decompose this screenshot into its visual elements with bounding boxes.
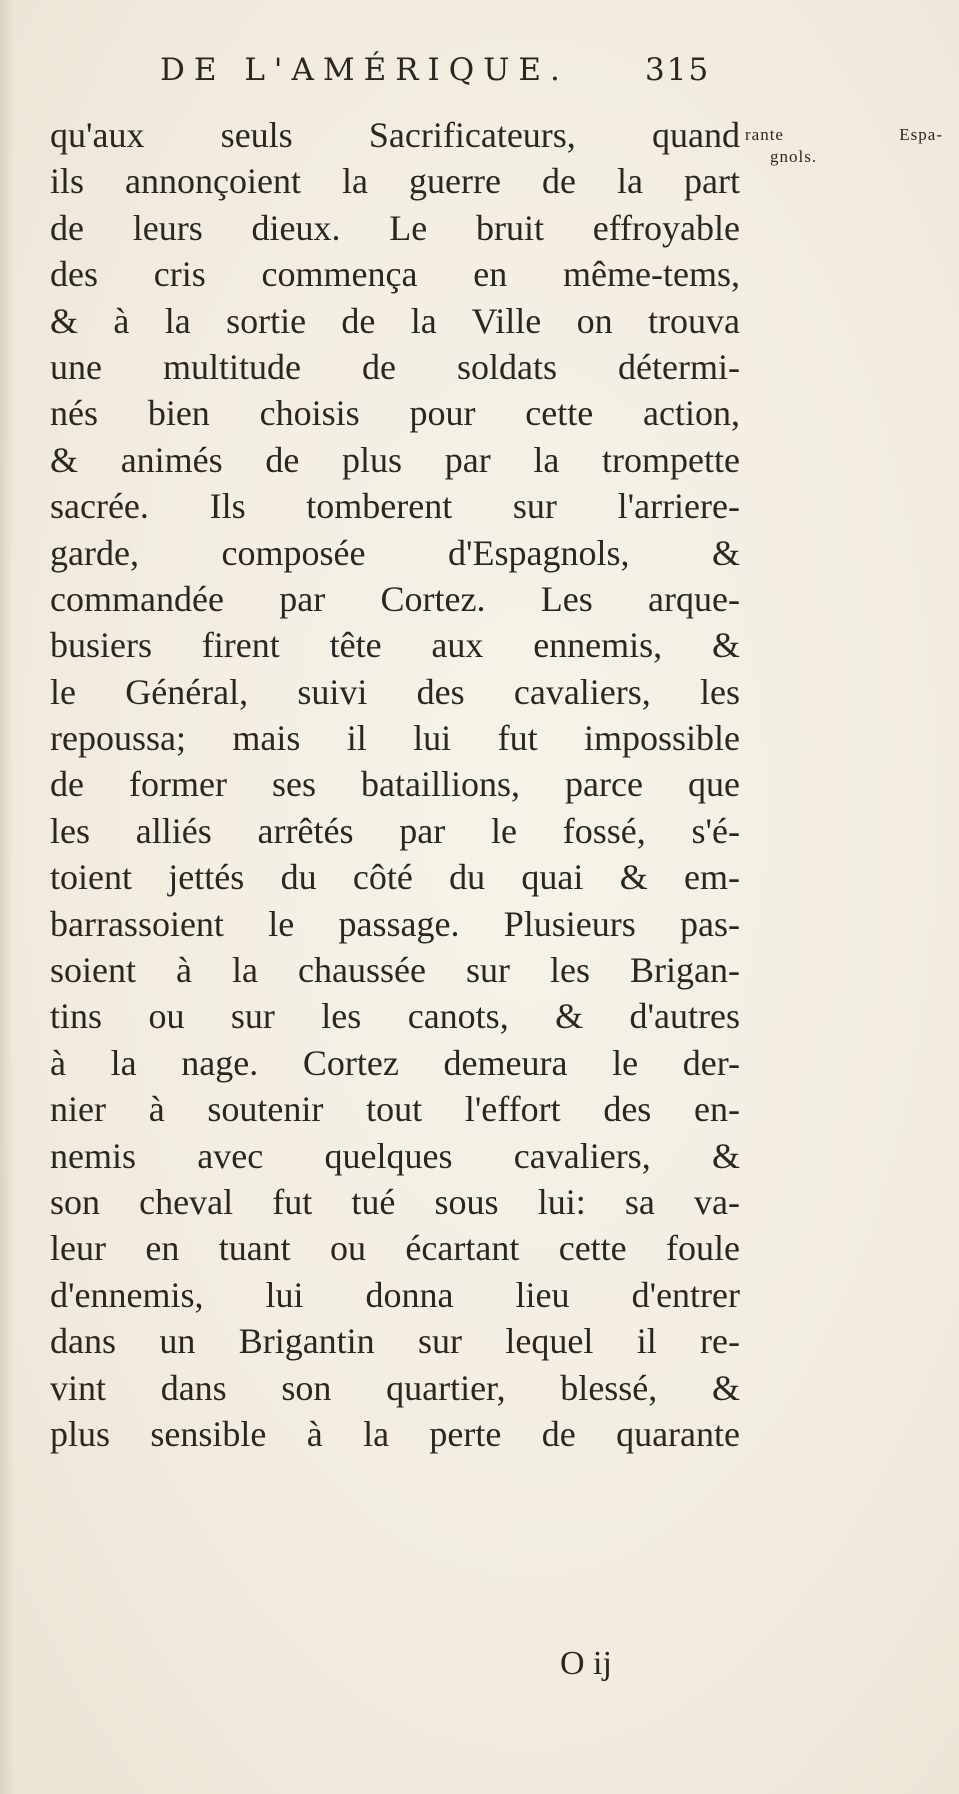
text-line: & à la sortie de la Ville on trouva	[50, 300, 740, 341]
text-line: le Général, suivi des cavaliers, les	[50, 671, 740, 712]
text-line: barrassoient le passage. Plusieurs pas-	[50, 903, 740, 944]
running-header	[160, 52, 760, 88]
text-line: toient jettés du côté du quai & em-	[50, 857, 740, 898]
text-line: leur en tuant ou écartant cette foule	[50, 1228, 740, 1269]
body-text	[50, 112, 740, 1457]
text-line: vint dans son quartier, blessé, &	[50, 1367, 740, 1408]
margin-note	[745, 124, 945, 168]
text-line: son cheval fut tué sous lui: sa va-	[50, 1181, 740, 1222]
text-line: repoussa; mais il lui fut impossible	[50, 718, 740, 759]
text-line: tins ou sur les canots, & d'autres	[50, 996, 740, 1037]
text-line: d'ennemis, lui donna lieu d'entrer	[50, 1274, 740, 1315]
text-line: nés bien choisis pour cette action,	[50, 393, 740, 434]
margin-note-word-2: Espa-	[899, 125, 943, 144]
page-number: 315	[645, 52, 711, 88]
text-line: qu'aux seuls Sacrificateurs, quand	[50, 115, 740, 155]
text-line: plus sensible à la perte de quarante	[50, 1413, 740, 1454]
text-line: soient à la chaussée sur les Brigan-	[50, 950, 740, 991]
text-line: sacrée. Ils tomberent sur l'arriere-	[50, 486, 740, 527]
text-line: ils annonçoient la guerre de la part	[50, 161, 740, 202]
text-line: de former ses bataillions, parce que	[50, 764, 740, 805]
gutter-shadow	[0, 0, 14, 1794]
text-line: les alliés arrêtés par le fossé, s'é-	[50, 810, 740, 851]
text-line: garde, composée d'Espagnols, &	[50, 532, 740, 573]
text-line: de leurs dieux. Le bruit effroyable	[50, 207, 740, 248]
text-line: nier à soutenir tout l'effort des en-	[50, 1089, 740, 1130]
running-header-title: DE L'AMÉRIQUE.	[160, 52, 569, 88]
signature-mark: O ij	[560, 1645, 612, 1682]
text-line: nemis avec quelques cavaliers, &	[50, 1135, 740, 1176]
margin-note-word-3: gnols.	[770, 147, 818, 166]
text-line: commandée par Cortez. Les arque-	[50, 578, 740, 619]
text-line: une multitude de soldats détermi-	[50, 346, 740, 387]
text-line: des cris commença en même-tems,	[50, 254, 740, 295]
text-line: à la nage. Cortez demeura le der-	[50, 1042, 740, 1083]
text-line: busiers firent tête aux ennemis, &	[50, 625, 740, 666]
margin-note-word-1: rante	[745, 125, 784, 144]
text-line: & animés de plus par la trompette	[50, 439, 740, 480]
text-line: dans un Brigantin sur lequel il re-	[50, 1321, 740, 1362]
